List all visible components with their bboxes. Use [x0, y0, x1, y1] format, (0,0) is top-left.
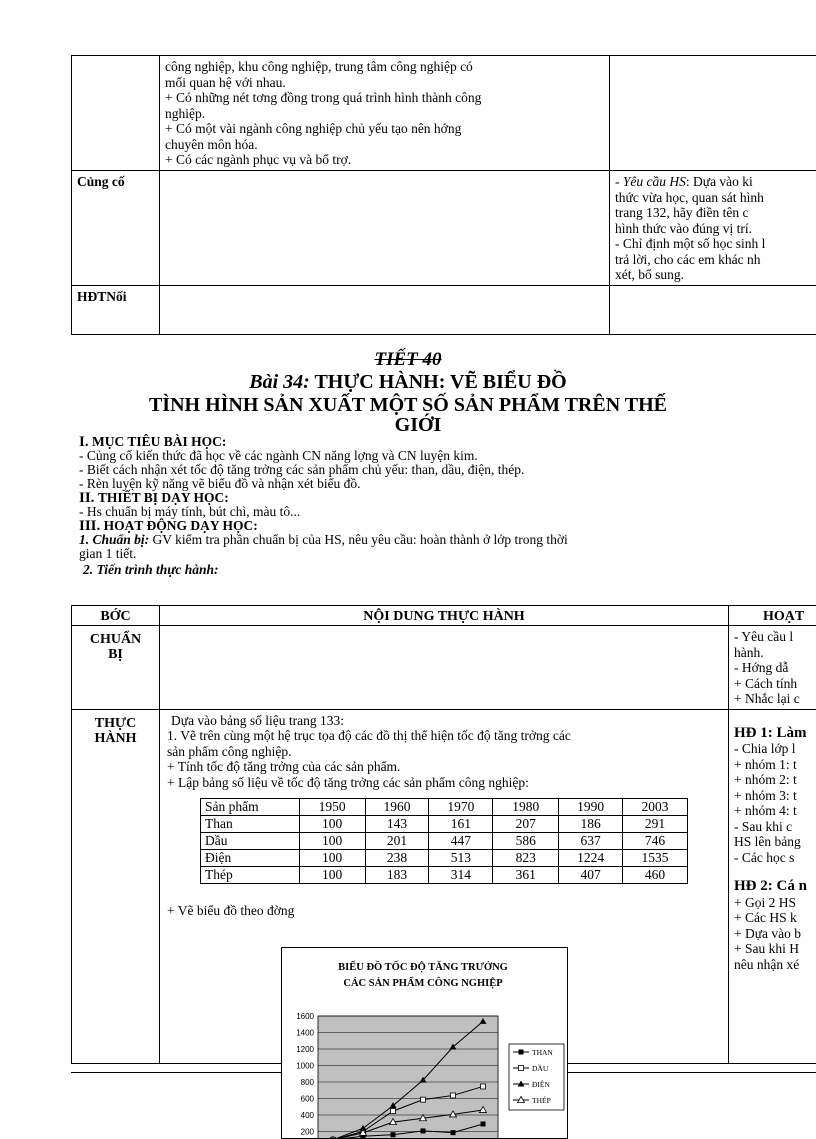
- top-row1-activity-cell: [610, 56, 816, 171]
- table-cell: 823: [493, 850, 559, 867]
- text-line: + Tính tốc độ tăng trởng của các sản phẩm.: [167, 759, 716, 775]
- data-point: [391, 1109, 396, 1114]
- y-tick-label: 1600: [296, 1012, 314, 1021]
- text-line: mối quan hệ với nhau.: [165, 75, 604, 91]
- text-line: + nhóm 4: t: [734, 803, 816, 819]
- table-cell: Thép: [201, 867, 300, 884]
- prep-content-cell: [160, 626, 729, 710]
- objective-item: - Biết cách nhận xét tốc độ tăng trởng các sản phẩm chủ yếu: than, dầu, điện, thép.: [79, 463, 799, 477]
- y-tick-label: 400: [301, 1111, 315, 1120]
- header-content-cell: [160, 606, 729, 626]
- lesson-title-line3: GIỚI: [10, 414, 816, 437]
- objectives-section: [79, 435, 799, 577]
- chart-title: BIỂU ĐỒ TỐC ĐỘ TĂNG TRƯỞNG: [338, 960, 508, 973]
- y-tick-label: 1000: [296, 1062, 314, 1071]
- preparation-line: 1. Chuẩn bị: GV kiểm tra phần chuẩn bị của HS, nêu yêu cầu: hoàn thành ở lớp trong thời: [79, 533, 799, 547]
- table-cell: 201: [365, 833, 429, 850]
- text-line: 1. Vẽ trên cùng một hệ trục tọa độ các đồ thị thể hiện tốc độ tăng trởng các: [167, 728, 716, 744]
- table-cell: 586: [493, 833, 559, 850]
- text-line: sản phẩm công nghiệp.: [167, 744, 716, 760]
- text-line: hành.: [734, 645, 816, 661]
- lesson-number: Bài 34:: [249, 371, 310, 393]
- table-row: [201, 850, 688, 867]
- data-point: [481, 1084, 486, 1089]
- table-cell: 314: [429, 867, 493, 884]
- consolidation-activity-cell: [610, 171, 816, 286]
- text-line: hình thức vào đúng vị trí.: [615, 221, 816, 237]
- table-header-row: [201, 799, 688, 816]
- table-cell: 1960: [365, 799, 429, 816]
- text-line: Dựa vào bảng số liệu trang 133:: [167, 713, 716, 729]
- table-cell: 1224: [559, 850, 623, 867]
- draw-chart-instruction: + Vẽ biểu đồ theo đờng: [167, 904, 294, 918]
- table-cell: 207: [493, 816, 559, 833]
- y-tick-label: 1200: [296, 1045, 314, 1054]
- header-step: BỚC: [72, 606, 159, 625]
- table-row: [201, 833, 688, 850]
- table-cell: 637: [559, 833, 623, 850]
- activities-heading: III. HOẠT ĐỘNG DẠY HỌC:: [79, 519, 799, 533]
- text-line: + Sau khi H: [734, 941, 816, 957]
- text-line: trả lời, cho các em khác nh: [615, 252, 816, 268]
- top-row1-content-cell: [160, 56, 610, 171]
- table-cell: 447: [429, 833, 493, 850]
- text-line: thức vừa học, quan sát hình: [615, 190, 816, 206]
- data-point: [519, 1050, 524, 1055]
- table-cell: 361: [493, 867, 559, 884]
- prep-step-cell: [72, 626, 160, 710]
- footer-rule: [566, 1072, 816, 1073]
- top-row1-label-cell: [72, 56, 160, 171]
- text-line: nêu nhận xé: [734, 957, 816, 973]
- table-cell: 100: [299, 833, 365, 850]
- text-line: - Chia lớp l: [734, 741, 816, 757]
- header-step-cell: [72, 606, 160, 626]
- consolidation-label-cell: [72, 171, 160, 286]
- homework-content-cell: [160, 285, 610, 334]
- table-row: [201, 816, 688, 833]
- homework-label: HĐTNối: [72, 286, 159, 307]
- data-point: [421, 1097, 426, 1102]
- footer-rule: [71, 1072, 281, 1073]
- equipment-item: - Hs chuẩn bị máy tính, bút chì, màu tô...: [79, 505, 799, 519]
- prep-activity-cell: [729, 626, 816, 710]
- chart-subtitle: CÁC SẢN PHẨM CÔNG NGHIỆP: [343, 976, 503, 989]
- practice-step-cell: [72, 709, 160, 1063]
- table-row: [201, 867, 688, 884]
- text-line: + Cách tính: [734, 676, 816, 692]
- preparation-line-2: gian 1 tiết.: [79, 547, 799, 561]
- text-line: - Hớng dẫ: [734, 660, 816, 676]
- growth-chart-svg: [282, 948, 567, 1138]
- table-cell: 1970: [429, 799, 493, 816]
- text-line: + Các HS k: [734, 910, 816, 926]
- table-cell: 1980: [493, 799, 559, 816]
- y-tick-label: 800: [301, 1078, 315, 1087]
- table-cell: 100: [299, 850, 365, 867]
- table-cell: 1535: [623, 850, 688, 867]
- table-cell: 1950: [299, 799, 365, 816]
- text-line: trang 132, hãy điền tên c: [615, 205, 816, 221]
- data-point: [421, 1128, 426, 1133]
- lesson-title-line1: Bài 34: THỰC HÀNH: VẼ BIỂU ĐỒ: [0, 371, 816, 394]
- legend-label: ĐIỆN: [532, 1079, 550, 1089]
- data-point: [481, 1121, 486, 1126]
- legend-label: THÉP: [532, 1095, 551, 1105]
- table-cell: 746: [623, 833, 688, 850]
- growth-data-table: [200, 798, 688, 884]
- text-line: chuyên môn hóa.: [165, 137, 604, 153]
- data-point: [451, 1093, 456, 1098]
- consolidation-content-cell: [160, 171, 610, 286]
- objective-item: - Củng cố kiến thức đã học về các ngành CN năng lợng và CN luyện kim.: [79, 449, 799, 463]
- table-cell: 1990: [559, 799, 623, 816]
- data-point: [391, 1132, 396, 1137]
- lesson-title-line2: TÌNH HÌNH SẢN XUẤT MỘT SỐ SẢN PHẨM TRÊN THẾ: [0, 394, 816, 417]
- table-cell: 460: [623, 867, 688, 884]
- text-line: - Chỉ định một số học sinh l: [615, 236, 816, 252]
- prep-step-label: CHUẨN BỊ: [72, 626, 159, 662]
- y-tick-label: 1400: [296, 1029, 314, 1038]
- text-line: + Gọi 2 HS: [734, 895, 816, 911]
- text-line: - Yêu cầu l: [734, 629, 816, 645]
- top-table: [71, 55, 816, 335]
- data-point: [519, 1066, 524, 1071]
- text-line: + nhóm 3: t: [734, 788, 816, 804]
- homework-activity-cell: [610, 285, 816, 334]
- objective-item: - Rèn luyện kỹ năng vẽ biểu đồ và nhận xét biểu đồ.: [79, 477, 799, 491]
- legend-label: DẦU: [532, 1063, 549, 1073]
- text-line: nghiệp.: [165, 106, 604, 122]
- text-line: + nhóm 1: t: [734, 757, 816, 773]
- table-cell: Dầu: [201, 833, 300, 850]
- text-line: - Sau khi c: [734, 819, 816, 835]
- table-cell: 2003: [623, 799, 688, 816]
- text-line: + Nhắc lại c: [734, 691, 816, 707]
- activity-2-heading: HĐ 2: Cá n: [734, 879, 816, 895]
- table-cell: 291: [623, 816, 688, 833]
- table-cell: Sản phẩm: [201, 799, 300, 816]
- y-tick-label: 200: [301, 1128, 315, 1137]
- table-cell: 186: [559, 816, 623, 833]
- table-cell: 407: [559, 867, 623, 884]
- table-cell: Than: [201, 816, 300, 833]
- text-line: + Lập bảng số liệu về tốc độ tăng trởng các sản phẩm công nghiệp:: [167, 775, 716, 791]
- legend-label: THAN: [532, 1048, 553, 1057]
- practice-activity-cell: [729, 709, 816, 1063]
- activity-1-heading: HĐ 1: Làm: [734, 726, 816, 742]
- header-content: NỘI DUNG THỰC HÀNH: [160, 606, 728, 625]
- equipment-heading: II. THIẾT BỊ DẠY HỌC:: [79, 491, 799, 505]
- table-cell: 183: [365, 867, 429, 884]
- text-line: + Có những nét tơng đồng trong quá trình hình thành công: [165, 90, 604, 106]
- header-activity-cell: [729, 606, 816, 626]
- consolidation-label: Củng cố: [72, 171, 159, 192]
- text-line: xét, bổ sung.: [615, 267, 816, 283]
- lesson-period: TIẾT 40: [0, 349, 816, 371]
- practice-step-label: THỰC HÀNH: [72, 710, 159, 746]
- objectives-heading: I. MỤC TIÊU BÀI HỌC:: [79, 435, 799, 449]
- process-label: 2. Tiến trình thực hành:: [79, 563, 799, 577]
- growth-chart: [281, 947, 568, 1139]
- y-tick-label: 600: [301, 1095, 315, 1104]
- requirement-lead: - Yêu cầu HS: [615, 174, 686, 189]
- table-cell: 238: [365, 850, 429, 867]
- table-cell: 143: [365, 816, 429, 833]
- text-line: + Dựa vào b: [734, 926, 816, 942]
- text-line: - Các học s: [734, 850, 816, 866]
- table-cell: 513: [429, 850, 493, 867]
- table-cell: Điện: [201, 850, 300, 867]
- table-cell: 161: [429, 816, 493, 833]
- text-line: + nhóm 2: t: [734, 772, 816, 788]
- text-line: + Có các ngành phục vụ và bổ trợ.: [165, 152, 604, 168]
- data-point: [451, 1130, 456, 1135]
- text-line: HS lên bảng: [734, 834, 816, 850]
- table-cell: 100: [299, 816, 365, 833]
- table-cell: 100: [299, 867, 365, 884]
- header-activity: HOẠT: [729, 606, 816, 625]
- text-line: + Có một vài ngành công nghiệp chủ yếu tạo nên hớng: [165, 121, 604, 137]
- homework-label-cell: [72, 285, 160, 334]
- text-line: - Yêu cầu HS: Dựa vào ki: [615, 174, 816, 190]
- text-line: công nghiệp, khu công nghiệp, trung tâm công nghiệp có: [165, 59, 604, 75]
